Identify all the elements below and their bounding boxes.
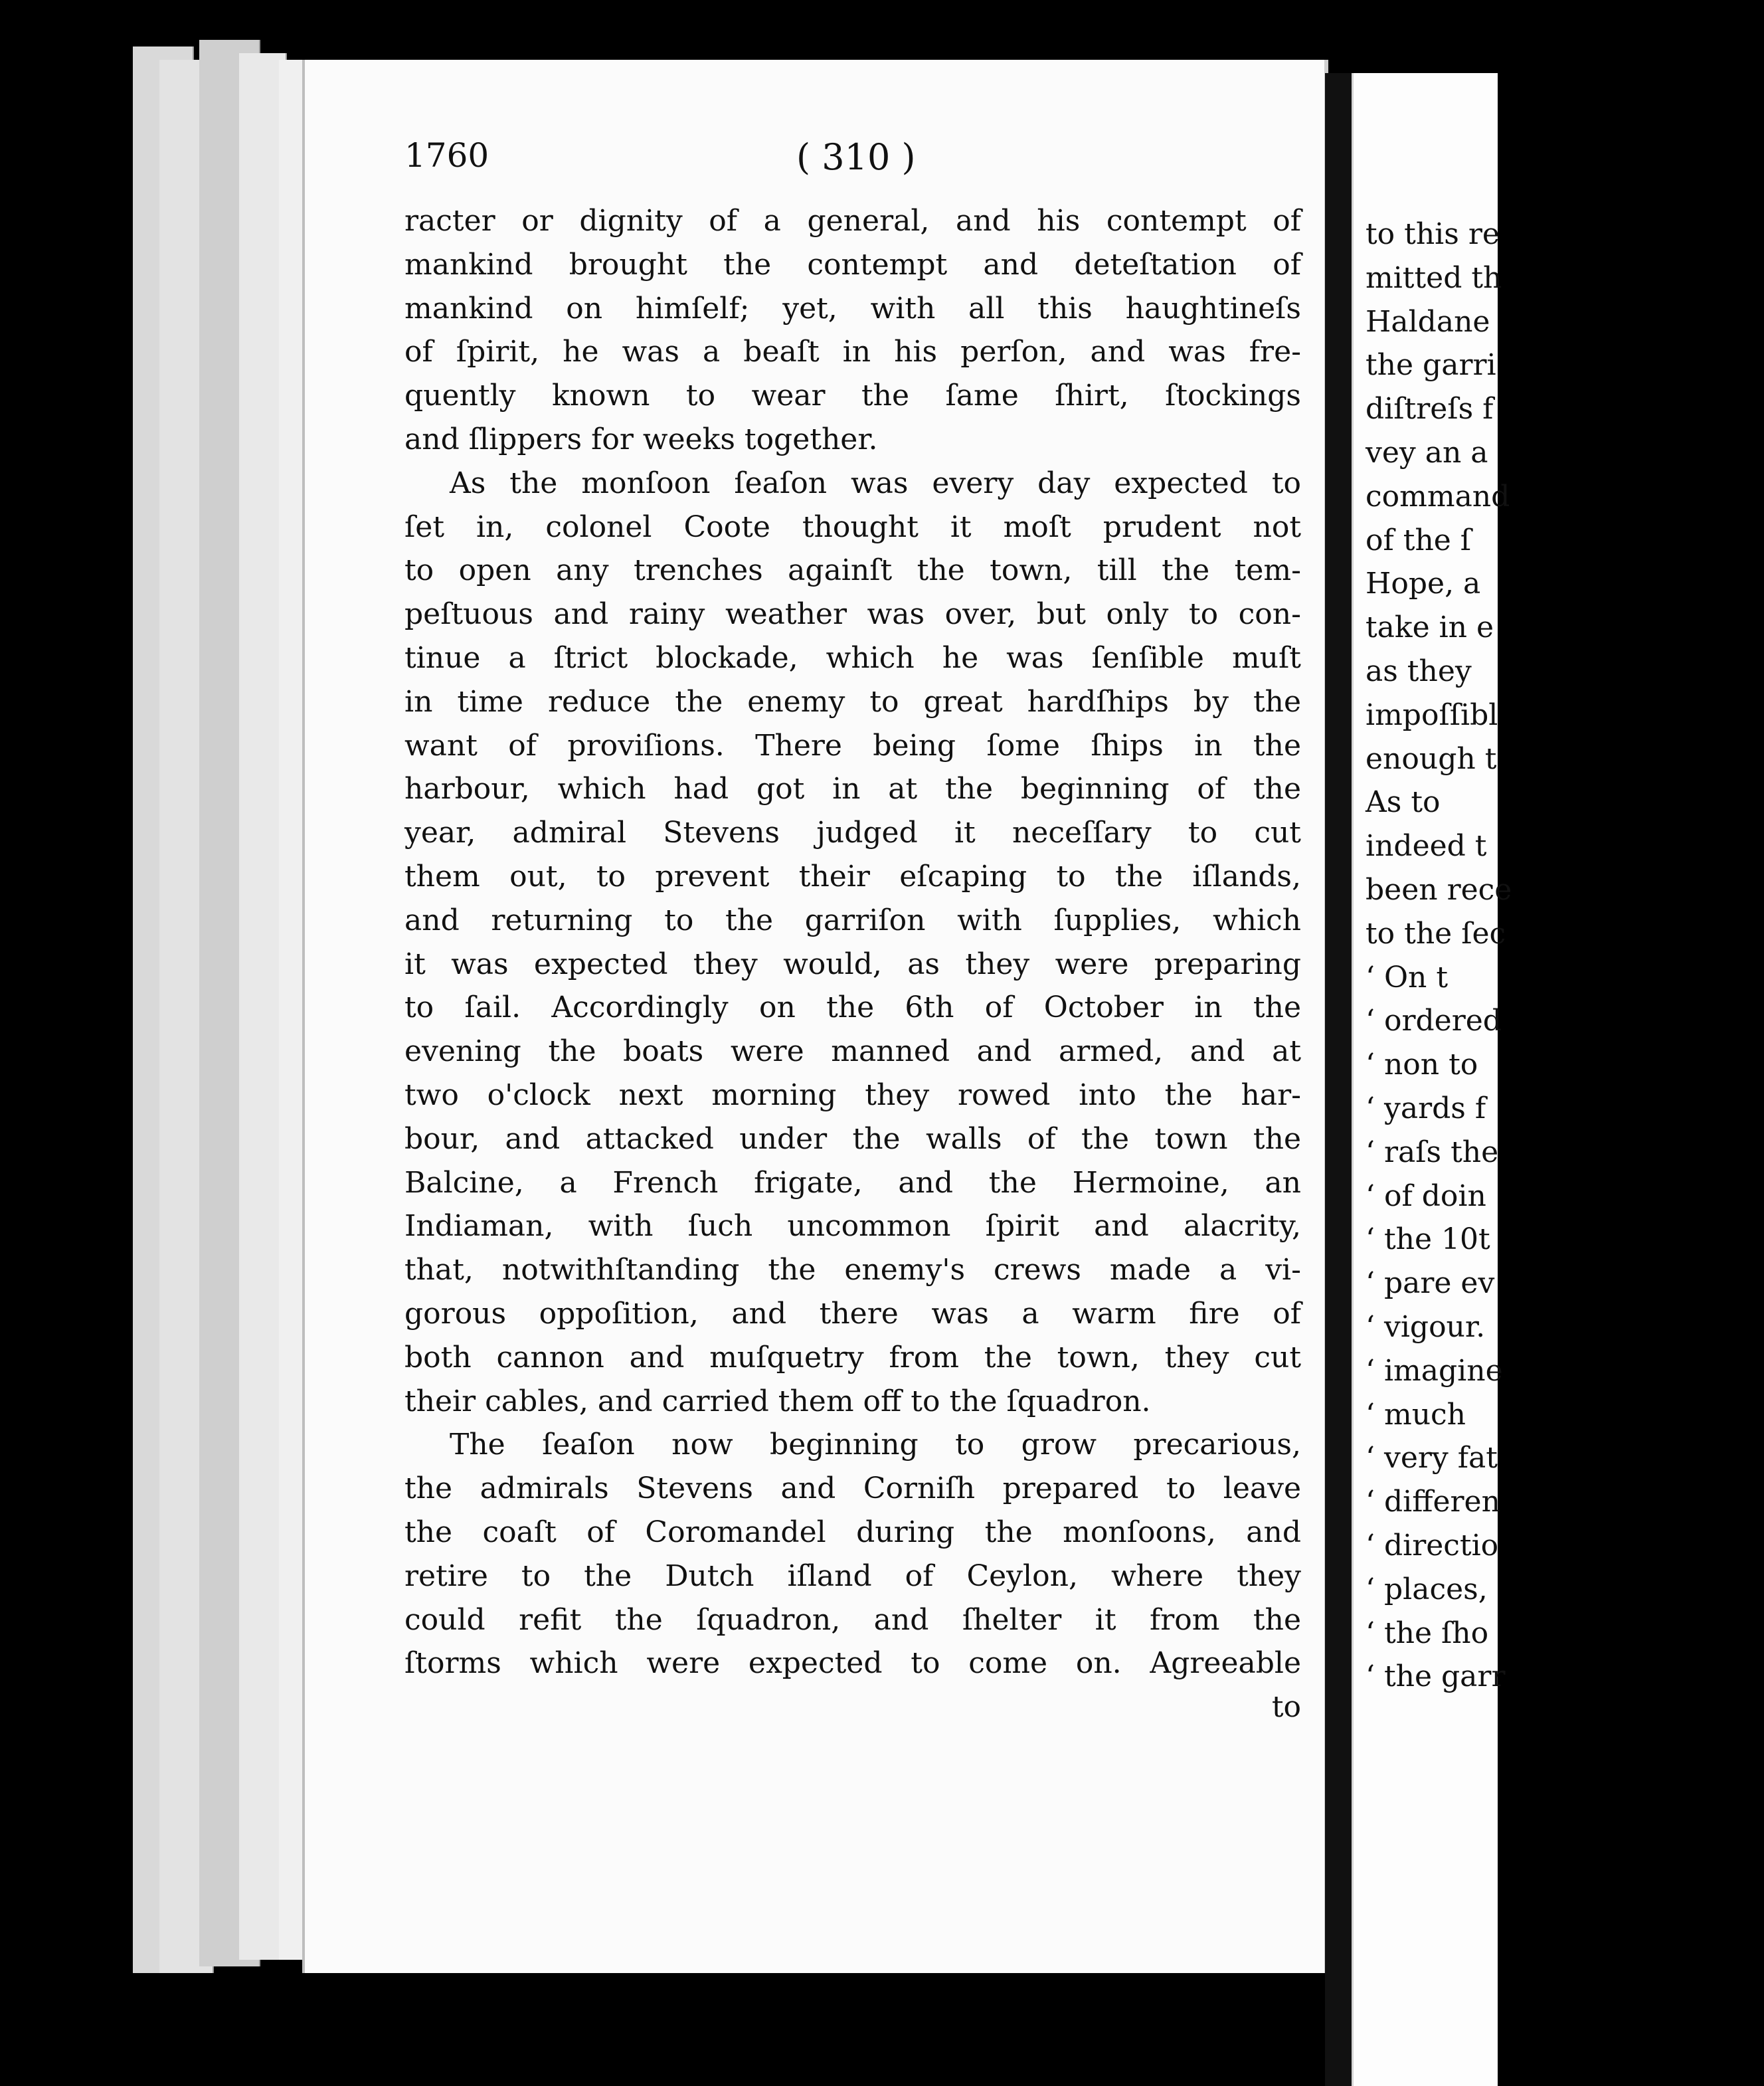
facing-text-line: take in e bbox=[1366, 611, 1494, 645]
text-line: them out, to prevent their eſcaping to the iſlands, bbox=[404, 859, 1301, 894]
text-line: harbour, which had got in at the beginning of the bbox=[404, 772, 1301, 806]
text-line: that, notwithſtanding the enemy's crews made a vi- bbox=[404, 1253, 1301, 1287]
facing-text-line: ‘ places, bbox=[1366, 1572, 1488, 1606]
text-line: want of proviſions. There being ſome ſhips in the bbox=[404, 728, 1301, 763]
facing-text-line: vey an a bbox=[1366, 435, 1488, 470]
text-line: two o'clock next morning they rowed into the har- bbox=[404, 1078, 1301, 1112]
text-line: and ſlippers for weeks together. bbox=[404, 422, 878, 456]
text-line: both cannon and muſquetry from the town, they cut bbox=[404, 1340, 1301, 1375]
text-line: of ſpirit, he was a beaſt in his perſon, and was fre- bbox=[404, 335, 1301, 369]
text-line: racter or dignity of a general, and his contempt of bbox=[404, 204, 1301, 238]
body-text bbox=[404, 199, 1301, 1729]
text-line: As the monſoon ſeaſon was every day expected to bbox=[450, 466, 1301, 500]
facing-text-line: of the ſ bbox=[1366, 523, 1472, 557]
text-line: it was expected they would, as they were preparing bbox=[404, 947, 1301, 981]
text-line: to ſail. Accordingly on the 6th of October in the bbox=[404, 991, 1301, 1025]
text-line: ſtorms which were expected to come on. Agreeable bbox=[404, 1646, 1301, 1681]
facing-text-line: enough t bbox=[1366, 741, 1497, 776]
gutter-shadow bbox=[1325, 73, 1352, 2086]
facing-text-line: ‘ On t bbox=[1366, 960, 1449, 995]
text-line: The ſeaſon now beginning to grow precarious, bbox=[450, 1428, 1301, 1462]
text-line: quently known to wear the ſame ſhirt, ſtockings bbox=[404, 379, 1301, 413]
facing-page-text bbox=[1366, 213, 1764, 1699]
facing-text-line: Haldane bbox=[1366, 304, 1490, 339]
text-line: tinue a ſtrict blockade, which he was ſenſible muſt bbox=[404, 640, 1301, 675]
facing-text-line: ‘ very fat bbox=[1366, 1441, 1498, 1475]
text-line: the coaſt of Coromandel during the monſoons, and bbox=[404, 1515, 1301, 1549]
facing-text-line: ‘ directio bbox=[1366, 1528, 1499, 1563]
text-line: mankind brought the contempt and deteſtation of bbox=[404, 247, 1301, 282]
text-line: mankind on himſelf; yet, with all this haughtineſs bbox=[404, 291, 1301, 326]
facing-text-line: ‘ the ſho bbox=[1366, 1616, 1489, 1650]
facing-text-line: impoſſibl bbox=[1366, 698, 1498, 732]
facing-text-line: ‘ differen bbox=[1366, 1485, 1500, 1519]
text-line: Balcine, a French frigate, and the Hermoine, an bbox=[404, 1165, 1301, 1200]
text-line: their cables, and carried them off to the ſquadron. bbox=[404, 1384, 1151, 1418]
facing-text-line: Hope, a bbox=[1366, 567, 1481, 601]
facing-text-line: ‘ ordered bbox=[1366, 1004, 1502, 1038]
text-line: to open any trenches againſt the town, till the tem- bbox=[404, 553, 1301, 588]
facing-text-line: been rece bbox=[1366, 872, 1512, 907]
facing-text-line: the garri bbox=[1366, 348, 1496, 383]
text-line: the admirals Stevens and Corniſh prepared to leave bbox=[404, 1471, 1301, 1506]
facing-page bbox=[1352, 73, 1512, 2086]
main-page bbox=[302, 60, 1328, 1973]
text-line: year, admiral Stevens judged it neceſſary to cut bbox=[404, 816, 1301, 850]
facing-text-line: mitted th bbox=[1366, 260, 1502, 295]
text-line: peſtuous and rainy weather was over, but only to con- bbox=[404, 597, 1301, 632]
page-number: ( 310 ) bbox=[796, 136, 916, 178]
facing-text-line: ‘ the 10t bbox=[1366, 1222, 1490, 1257]
text-line: bour, and attacked under the walls of the town the bbox=[404, 1121, 1301, 1156]
facing-text-line: ‘ much bbox=[1366, 1397, 1466, 1432]
text-line: and returning to the garriſon with ſupplies, which bbox=[404, 903, 1301, 937]
facing-text-line: ‘ raſs the bbox=[1366, 1135, 1499, 1169]
facing-text-line: ‘ imagine bbox=[1366, 1353, 1503, 1388]
facing-text-line: ‘ non to bbox=[1366, 1048, 1478, 1082]
facing-text-line: As to bbox=[1366, 785, 1441, 820]
text-line: ſet in, colonel Coote thought it moſt prudent not bbox=[404, 510, 1301, 544]
facing-text-line: ‘ pare ev bbox=[1366, 1266, 1495, 1301]
facing-text-line: command bbox=[1366, 479, 1510, 514]
facing-text-line: ‘ the garr bbox=[1366, 1659, 1506, 1694]
text-line: retire to the Dutch iſland of Ceylon, where they bbox=[404, 1559, 1301, 1593]
facing-text-line: as they bbox=[1366, 654, 1472, 688]
text-line: could refit the ſquadron, and ſhelter it from the bbox=[404, 1602, 1301, 1637]
text-line: in time reduce the enemy to great hardſhips by the bbox=[404, 684, 1301, 719]
catchword: to bbox=[1271, 1690, 1301, 1725]
facing-text-line: ‘ yards f bbox=[1366, 1091, 1486, 1125]
running-head bbox=[404, 136, 1298, 196]
text-line: gorous oppoſition, and there was a warm fire of bbox=[404, 1296, 1301, 1331]
facing-text-line: ‘ vigour. bbox=[1366, 1309, 1486, 1344]
facing-text-line: to the ſec bbox=[1366, 916, 1506, 951]
running-head-year: 1760 bbox=[404, 136, 489, 175]
facing-text-line: diſtreſs f bbox=[1366, 392, 1494, 427]
text-line: Indiaman, with ſuch uncommon ſpirit and alacrity, bbox=[404, 1209, 1301, 1244]
facing-text-line: ‘ of doin bbox=[1366, 1179, 1486, 1213]
text-line: evening the boats were manned and armed, and at bbox=[404, 1034, 1301, 1069]
facing-text-line: to this re bbox=[1366, 217, 1500, 251]
facing-text-line: indeed t bbox=[1366, 829, 1487, 864]
